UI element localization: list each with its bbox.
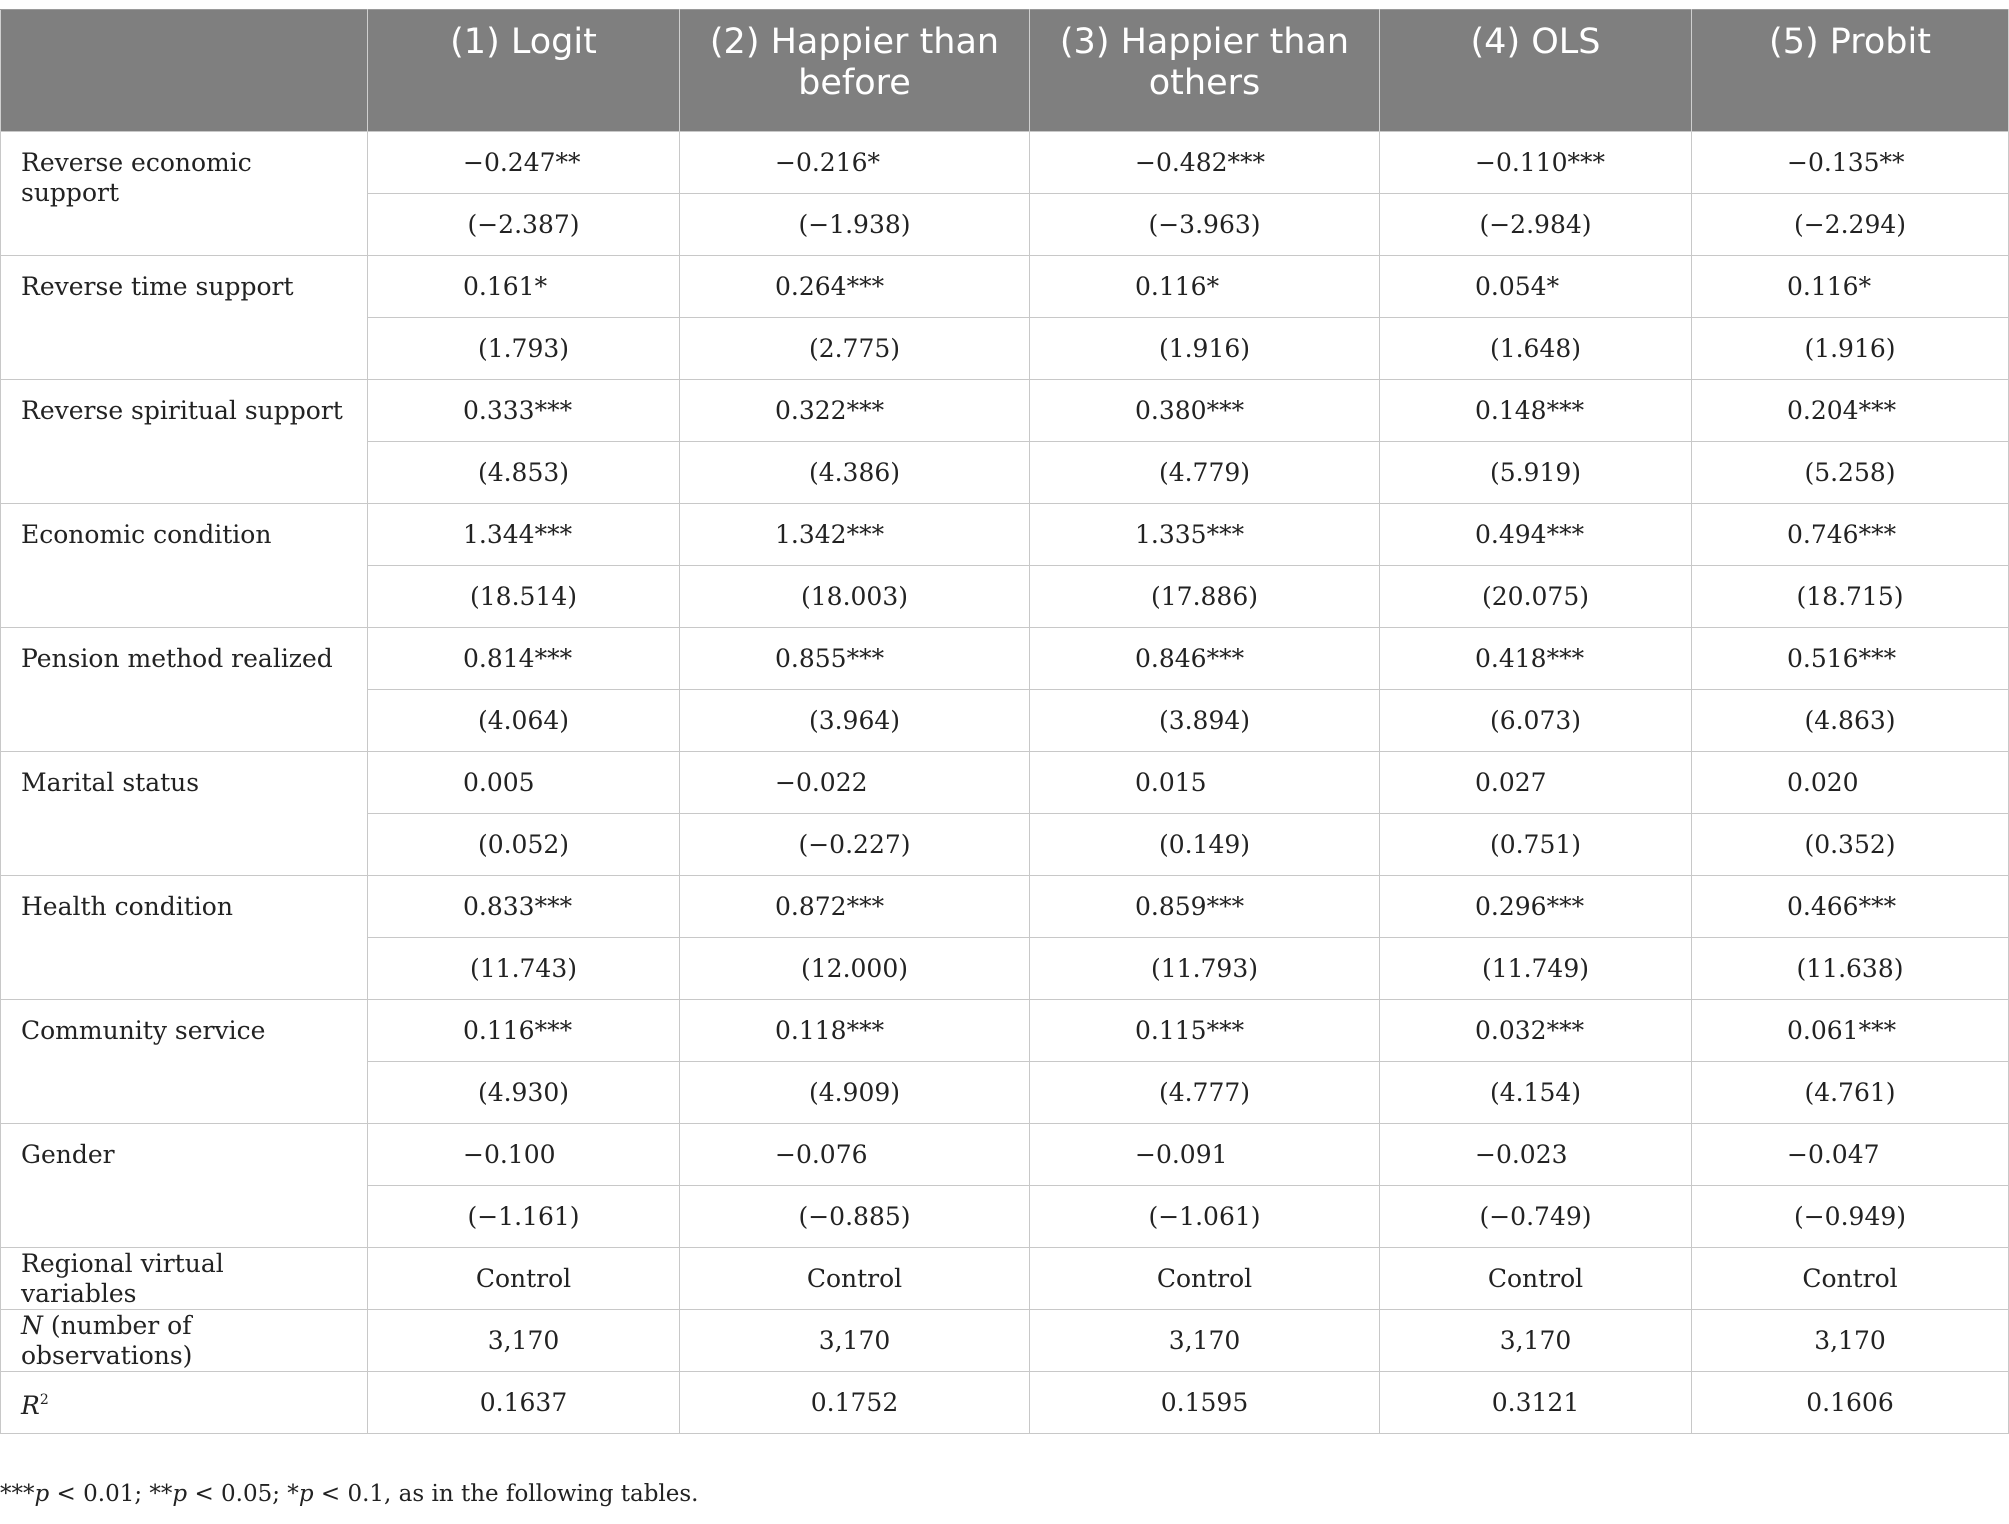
coefficient-value: −0.135** [1787, 148, 1905, 177]
observations-cell: 3,170 [368, 1310, 680, 1372]
t-statistic-cell: (4.777) [1030, 1062, 1380, 1124]
coefficient-value: 0.116* [1135, 272, 1220, 301]
t-statistic-cell: (17.886) [1030, 566, 1380, 628]
row-label: Reverse spiritual support [1, 380, 368, 504]
coefficient-value: 0.115*** [1135, 1016, 1245, 1045]
coefficient-value: 0.516*** [1787, 644, 1897, 673]
r-squared-cell: 0.1752 [680, 1372, 1030, 1434]
table-row [1, 1124, 2009, 1186]
coefficient-value: −0.482*** [1135, 148, 1266, 177]
coefficient-value: 0.466*** [1787, 892, 1897, 921]
t-statistic-cell: (4.761) [1692, 1062, 2009, 1124]
coefficient-value: −0.216* [775, 148, 881, 177]
coefficient-value: 0.032*** [1475, 1016, 1585, 1045]
coefficient-cell [368, 380, 680, 442]
coefficient-cell [1380, 628, 1692, 690]
coefficient-value: 0.148*** [1475, 396, 1585, 425]
coefficient-cell [1692, 256, 2009, 318]
coefficient-cell [368, 132, 680, 194]
t-statistic-cell: (1.648) [1380, 318, 1692, 380]
table-row [1, 876, 2009, 938]
regression-table-container [0, 9, 2008, 1434]
coefficient-cell [368, 752, 680, 814]
table-row-r-squared [1, 1372, 2009, 1434]
t-statistic-cell: (−0.885) [680, 1186, 1030, 1248]
coefficient-value: 0.054* [1475, 272, 1560, 301]
coefficient-value: 0.005 [463, 768, 535, 797]
coefficient-cell [680, 628, 1030, 690]
coefficient-value: 0.015 [1135, 768, 1207, 797]
coefficient-value: −0.091 [1135, 1140, 1228, 1169]
control-cell: Control [368, 1248, 680, 1310]
coefficient-value: 0.020 [1787, 768, 1859, 797]
coefficient-value: 0.380*** [1135, 396, 1245, 425]
coefficient-cell [1380, 256, 1692, 318]
t-statistic-cell: (1.916) [1692, 318, 2009, 380]
coefficient-cell [1380, 132, 1692, 194]
t-statistic-cell: (0.149) [1030, 814, 1380, 876]
t-statistic-cell: (4.386) [680, 442, 1030, 504]
table-row-regional [1, 1248, 2009, 1310]
control-cell: Control [680, 1248, 1030, 1310]
coefficient-cell [368, 1124, 680, 1186]
coefficient-value: 0.322*** [775, 396, 885, 425]
t-statistic-cell: (4.779) [1030, 442, 1380, 504]
t-statistic-cell: (−0.949) [1692, 1186, 2009, 1248]
coefficient-value: 1.335*** [1135, 520, 1245, 549]
coefficient-cell [1692, 1124, 2009, 1186]
coefficient-cell [680, 876, 1030, 938]
coefficient-value: 0.872*** [775, 892, 885, 921]
header-cell-happier-before: (2) Happier than before [680, 10, 1030, 132]
control-cell: Control [1692, 1248, 2009, 1310]
coefficient-value: 0.061*** [1787, 1016, 1897, 1045]
t-statistic-cell: (−1.061) [1030, 1186, 1380, 1248]
row-label: Health condition [1, 876, 368, 1000]
header-cell-label [1, 10, 368, 132]
row-label: Marital status [1, 752, 368, 876]
t-statistic-cell: (0.751) [1380, 814, 1692, 876]
header-cell-logit: (1) Logit [368, 10, 680, 132]
coefficient-cell [1030, 380, 1380, 442]
coefficient-value: 0.418*** [1475, 644, 1585, 673]
coefficient-cell [368, 876, 680, 938]
coefficient-value: −0.022 [775, 768, 868, 797]
coefficient-value: 0.118*** [775, 1016, 885, 1045]
coefficient-cell [1380, 1124, 1692, 1186]
coefficient-value: −0.110*** [1475, 148, 1606, 177]
coefficient-value: 0.027 [1475, 768, 1547, 797]
r-squared-exponent: 2 [39, 1391, 49, 1408]
table-row [1, 628, 2009, 690]
coefficient-cell [1692, 504, 2009, 566]
coefficient-value: 1.344*** [463, 520, 573, 549]
t-statistic-cell: (18.715) [1692, 566, 2009, 628]
r-squared-symbol: R [21, 1390, 40, 1420]
t-statistic-cell: (3.894) [1030, 690, 1380, 752]
t-statistic-cell: (2.775) [680, 318, 1030, 380]
coefficient-value: 0.161* [463, 272, 548, 301]
coefficient-cell [1030, 876, 1380, 938]
coefficient-value: 0.264*** [775, 272, 885, 301]
table-row [1, 256, 2009, 318]
coefficient-value: 0.296*** [1475, 892, 1585, 921]
coefficient-cell [1380, 752, 1692, 814]
table-footnote: ***p < 0.01; **p < 0.05; *p < 0.1, as in the following tables. [0, 1481, 699, 1507]
row-label: Economic condition [1, 504, 368, 628]
t-statistic-cell: (4.863) [1692, 690, 2009, 752]
coefficient-cell [1030, 628, 1380, 690]
row-label [1, 1372, 368, 1434]
coefficient-value: 0.846*** [1135, 644, 1245, 673]
coefficient-cell [368, 256, 680, 318]
table-row [1, 1000, 2009, 1062]
observations-label-text: (number of observations) [21, 1310, 193, 1370]
coefficient-cell [1380, 876, 1692, 938]
t-statistic-cell: (−3.963) [1030, 194, 1380, 256]
coefficient-value: 0.494*** [1475, 520, 1585, 549]
r-squared-cell: 0.3121 [1380, 1372, 1692, 1434]
t-statistic-cell: (0.352) [1692, 814, 2009, 876]
r-squared-cell: 0.1637 [368, 1372, 680, 1434]
coefficient-cell [680, 504, 1030, 566]
t-statistic-cell: (−0.227) [680, 814, 1030, 876]
table-row [1, 380, 2009, 442]
coefficient-value: 0.855*** [775, 644, 885, 673]
coefficient-value: 0.814*** [463, 644, 573, 673]
row-label: Regional virtual variables [1, 1248, 368, 1310]
coefficient-cell [680, 380, 1030, 442]
coefficient-value: −0.047 [1787, 1140, 1880, 1169]
coefficient-cell [1692, 628, 2009, 690]
coefficient-value: 0.859*** [1135, 892, 1245, 921]
coefficient-cell [368, 628, 680, 690]
coefficient-value: 0.333*** [463, 396, 573, 425]
coefficient-value: 0.833*** [463, 892, 573, 921]
t-statistic-cell: (3.964) [680, 690, 1030, 752]
t-statistic-cell: (11.793) [1030, 938, 1380, 1000]
t-statistic-cell: (4.909) [680, 1062, 1030, 1124]
row-label: Reverse time support [1, 256, 368, 380]
coefficient-cell [1692, 132, 2009, 194]
t-statistic-cell: (−1.161) [368, 1186, 680, 1248]
coefficient-value: 0.746*** [1787, 520, 1897, 549]
coefficient-cell [1030, 132, 1380, 194]
table-row [1, 504, 2009, 566]
t-statistic-cell: (1.916) [1030, 318, 1380, 380]
t-statistic-cell: (11.749) [1380, 938, 1692, 1000]
coefficient-value: 1.342*** [775, 520, 885, 549]
t-statistic-cell: (−2.294) [1692, 194, 2009, 256]
coefficient-cell [1380, 504, 1692, 566]
coefficient-cell [680, 752, 1030, 814]
t-statistic-cell: (−2.387) [368, 194, 680, 256]
t-statistic-cell: (5.258) [1692, 442, 2009, 504]
row-label: Community service [1, 1000, 368, 1124]
observations-cell: 3,170 [680, 1310, 1030, 1372]
coefficient-cell [680, 1124, 1030, 1186]
control-cell: Control [1380, 1248, 1692, 1310]
header-row [1, 10, 2009, 132]
t-statistic-cell: (20.075) [1380, 566, 1692, 628]
t-statistic-cell: (1.793) [368, 318, 680, 380]
observations-cell: 3,170 [1380, 1310, 1692, 1372]
table-body [1, 132, 2009, 1434]
coefficient-value: 0.116*** [463, 1016, 573, 1045]
t-statistic-cell: (12.000) [680, 938, 1030, 1000]
coefficient-value: 0.204*** [1787, 396, 1897, 425]
t-statistic-cell: (4.853) [368, 442, 680, 504]
coefficient-cell [680, 132, 1030, 194]
table-row [1, 752, 2009, 814]
coefficient-cell [1030, 752, 1380, 814]
row-label [1, 1310, 368, 1372]
r-squared-cell: 0.1606 [1692, 1372, 2009, 1434]
coefficient-cell [1030, 504, 1380, 566]
t-statistic-cell: (18.003) [680, 566, 1030, 628]
row-label: Gender [1, 1124, 368, 1248]
coefficient-cell [1692, 1000, 2009, 1062]
row-label: Reverse economic support [1, 132, 368, 256]
coefficient-cell [1030, 256, 1380, 318]
coefficient-cell [1380, 1000, 1692, 1062]
coefficient-cell [1380, 380, 1692, 442]
header-cell-ols: (4) OLS [1380, 10, 1692, 132]
coefficient-value: 0.116* [1787, 272, 1872, 301]
t-statistic-cell: (5.919) [1380, 442, 1692, 504]
t-statistic-cell: (4.154) [1380, 1062, 1692, 1124]
coefficient-cell [1692, 752, 2009, 814]
coefficient-value: −0.076 [775, 1140, 868, 1169]
observations-symbol: N [21, 1310, 43, 1340]
coefficient-cell [1692, 380, 2009, 442]
coefficient-cell [368, 1000, 680, 1062]
coefficient-value: −0.023 [1475, 1140, 1568, 1169]
table-row-observations [1, 1310, 2009, 1372]
table-row [1, 132, 2009, 194]
t-statistic-cell: (−1.938) [680, 194, 1030, 256]
coefficient-cell [1692, 876, 2009, 938]
t-statistic-cell: (18.514) [368, 566, 680, 628]
coefficient-cell [368, 504, 680, 566]
t-statistic-cell: (11.638) [1692, 938, 2009, 1000]
t-statistic-cell: (−2.984) [1380, 194, 1692, 256]
t-statistic-cell: (4.930) [368, 1062, 680, 1124]
regression-table [0, 9, 2009, 1434]
t-statistic-cell: (4.064) [368, 690, 680, 752]
t-statistic-cell: (0.052) [368, 814, 680, 876]
row-label: Pension method realized [1, 628, 368, 752]
r-squared-cell: 0.1595 [1030, 1372, 1380, 1434]
t-statistic-cell: (11.743) [368, 938, 680, 1000]
observations-cell: 3,170 [1692, 1310, 2009, 1372]
control-cell: Control [1030, 1248, 1380, 1310]
coefficient-cell [1030, 1000, 1380, 1062]
coefficient-cell [680, 256, 1030, 318]
coefficient-cell [680, 1000, 1030, 1062]
t-statistic-cell: (−0.749) [1380, 1186, 1692, 1248]
t-statistic-cell: (6.073) [1380, 690, 1692, 752]
observations-cell: 3,170 [1030, 1310, 1380, 1372]
coefficient-cell [1030, 1124, 1380, 1186]
coefficient-value: −0.247** [463, 148, 581, 177]
header-cell-probit: (5) Probit [1692, 10, 2009, 132]
coefficient-value: −0.100 [463, 1140, 556, 1169]
header-cell-happier-others: (3) Happier than others [1030, 10, 1380, 132]
